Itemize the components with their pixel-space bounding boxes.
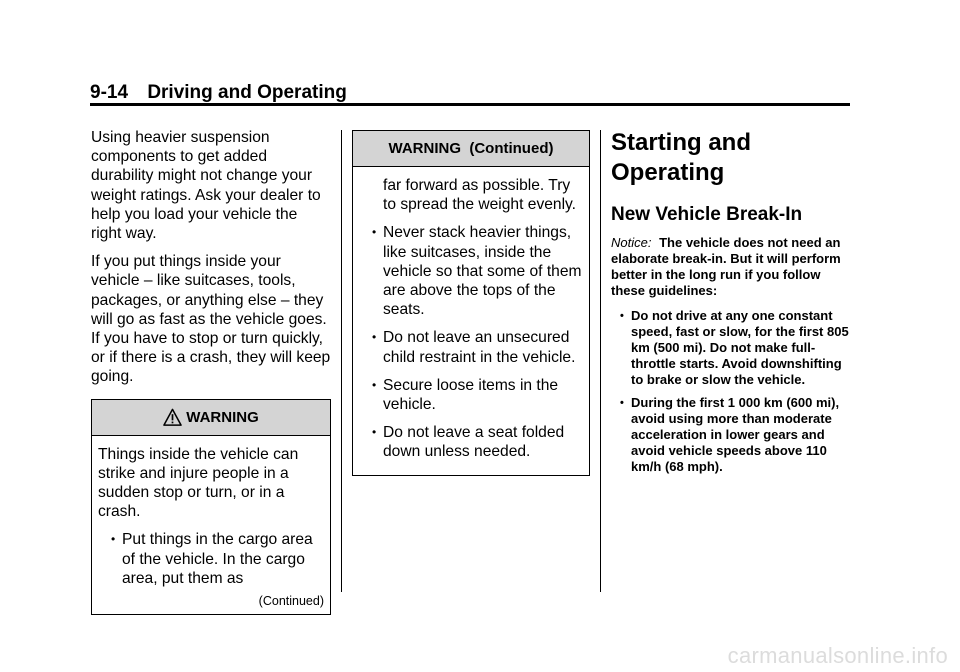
warning-bullet: • Do not leave an unsecured child restraint in the vehicle. — [373, 328, 583, 366]
warning-bullet: • Do not leave a seat folded down unless needed. — [373, 423, 583, 461]
column-divider-1 — [341, 130, 342, 592]
chapter-heading: Starting and Operating — [611, 129, 752, 186]
section-title: Driving and Operating — [147, 82, 347, 103]
warning-body — [92, 436, 330, 614]
column-3 — [611, 128, 856, 482]
column-2 — [352, 130, 590, 476]
warning-triangle-icon — [163, 408, 182, 427]
warning-bullet: • Put things in the cargo area of the vehicle. In the cargo area, put them as — [112, 530, 324, 588]
warning-text: Things inside the vehicle can strike and injure people in a sudden stop or turn, or in a crash. — [98, 445, 299, 521]
body-paragraph-1: Using heavier suspension components to get added durability might not change your weight ratings. Ask your dealer to help you load your vehicle the right way. — [91, 129, 321, 243]
warning-title-continued: WARNING (Continued) — [388, 139, 554, 157]
warning-bullet: • Secure loose items in the vehicle. — [373, 376, 583, 414]
notice-paragraph — [611, 235, 856, 299]
warning-title: WARNING — [186, 408, 259, 426]
header-rule — [90, 103, 850, 106]
column-divider-2 — [600, 130, 601, 592]
page-header — [90, 82, 347, 104]
guideline-item: • During the first 1 000 km (600 mi), avoid using more than moderate acceleration in lower gears and avoid vehicle speeds above 110 km/h (68 mph). — [621, 395, 856, 475]
warning-bullet: • Never stack heavier things, like suitcases, inside the vehicle so that some of them are above the tops of the seats. — [373, 223, 583, 319]
warning-continuation-text: far forward as possible. Try to spread the weight evenly. — [383, 177, 577, 214]
column-1 — [91, 128, 331, 615]
warning-box-continued — [352, 130, 590, 476]
warning-box — [91, 399, 331, 615]
notice-text: The vehicle does not need an elaborate break-in. But it will perform better in the long run if you follow these guidelines: — [611, 235, 841, 298]
warning-body-continued — [353, 167, 589, 475]
notice-label: Notice: — [611, 235, 652, 250]
guideline-list — [611, 308, 856, 475]
guideline-item: • Do not drive at any one constant speed, fast or slow, for the first 805 km (500 mi). Do not make full-throttle starts. Avoid downshifting to brake or slow the vehicle. — [621, 308, 856, 388]
warning-bullet-list — [98, 530, 324, 588]
body-paragraph-2: If you put things inside your vehicle – like suitcases, tools, packages, or anything else – they will go as fast as the vehicle goes. If you have to stop or turn quickly, or if there is a crash, they will keep going. — [91, 253, 331, 386]
page-number: 9-14 — [90, 82, 129, 103]
section-heading: New Vehicle Break-In — [611, 204, 803, 225]
warning-header-continued — [353, 131, 589, 167]
footer-watermark: carmanualsonline.info — [727, 643, 948, 668]
warning-header — [92, 400, 330, 436]
warning-bullet-list-continued — [359, 176, 583, 462]
continued-label: (Continued) — [258, 594, 324, 609]
